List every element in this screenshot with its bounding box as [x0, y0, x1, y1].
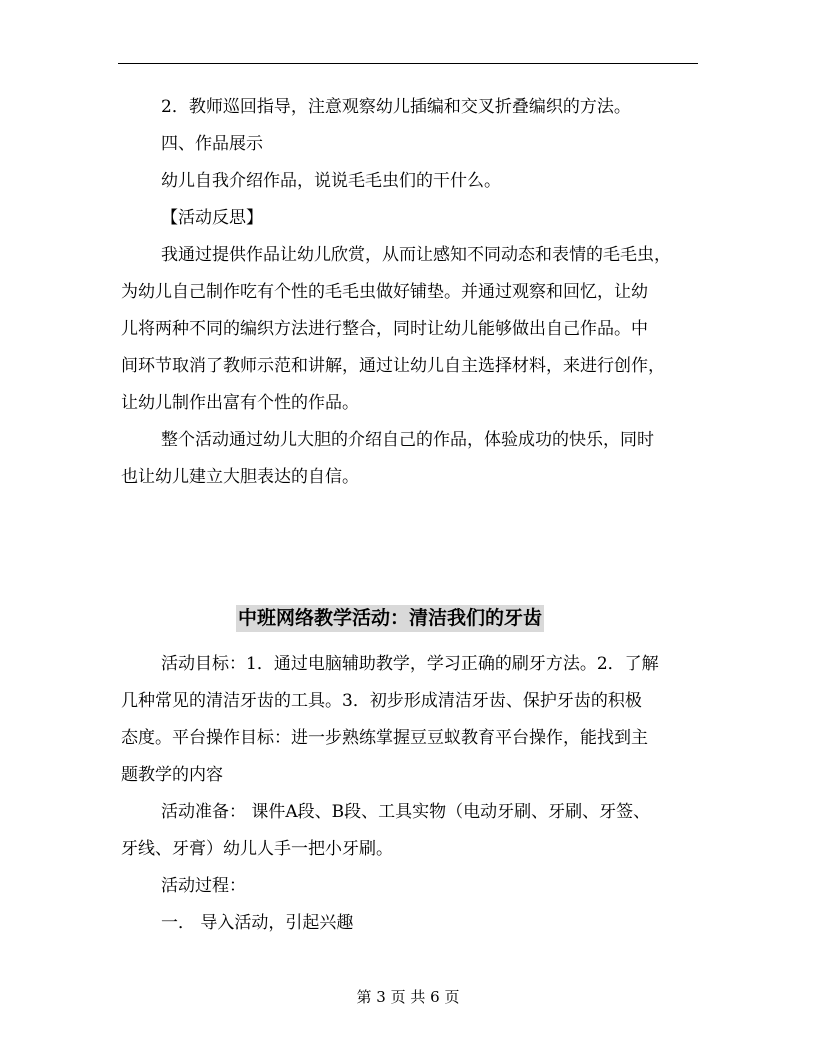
- text-line: 活动过程：: [161, 876, 246, 896]
- text-line: 活动准备： 课件A段、B段、工具实物（电动牙刷、牙刷、牙签、: [161, 802, 651, 822]
- text-line: 让幼儿制作出富有个性的作品。: [121, 393, 359, 413]
- text-line: 整个活动通过幼儿大胆的介绍自己的作品，体验成功的快乐，同时: [161, 430, 654, 450]
- text-line: 态度。平台操作目标：进一步熟练掌握豆豆蚁教育平台操作，能找到主: [121, 728, 648, 748]
- text-line: 题教学的内容: [121, 765, 223, 785]
- text-line: 儿将两种不同的编织方法进行整合，同时让幼儿能够做出自己作品。中: [121, 319, 648, 339]
- section-heading: 四、作品展示: [161, 134, 263, 154]
- section-title: 中班网络教学活动：清洁我们的牙齿: [236, 605, 544, 632]
- text-line: 幼儿自我介绍作品，说说毛毛虫们的干什么。: [161, 171, 501, 191]
- text-line: 一． 导入活动，引起兴趣: [161, 913, 354, 933]
- text-line: 活动目标：1．通过电脑辅助教学，学习正确的刷牙方法。2．了解: [161, 654, 659, 674]
- text-line: 也让幼儿建立大胆表达的自信。: [121, 467, 359, 487]
- page-number-footer: 第 3 页 共 6 页: [356, 988, 460, 1006]
- header-rule: [118, 63, 698, 64]
- text-line: 间环节取消了教师示范和讲解，通过让幼儿自主选择材料，来进行创作，: [121, 356, 665, 376]
- text-line: 我通过提供作品让幼儿欣赏，从而让感知不同动态和表情的毛毛虫，: [161, 245, 671, 265]
- text-line: 2．教师巡回指导，注意观察幼儿插编和交叉折叠编织的方法。: [161, 97, 631, 117]
- text-line: 几种常见的清洁牙齿的工具。3．初步形成清洁牙齿、保护牙齿的积极: [121, 691, 642, 711]
- text-line: 为幼儿自己制作吃有个性的毛毛虫做好铺垫。并通过观察和回忆，让幼: [121, 282, 648, 302]
- text-line: 牙线、牙膏）幼儿人手一把小牙刷。: [121, 839, 393, 859]
- section-heading: 【活动反思】: [161, 208, 263, 228]
